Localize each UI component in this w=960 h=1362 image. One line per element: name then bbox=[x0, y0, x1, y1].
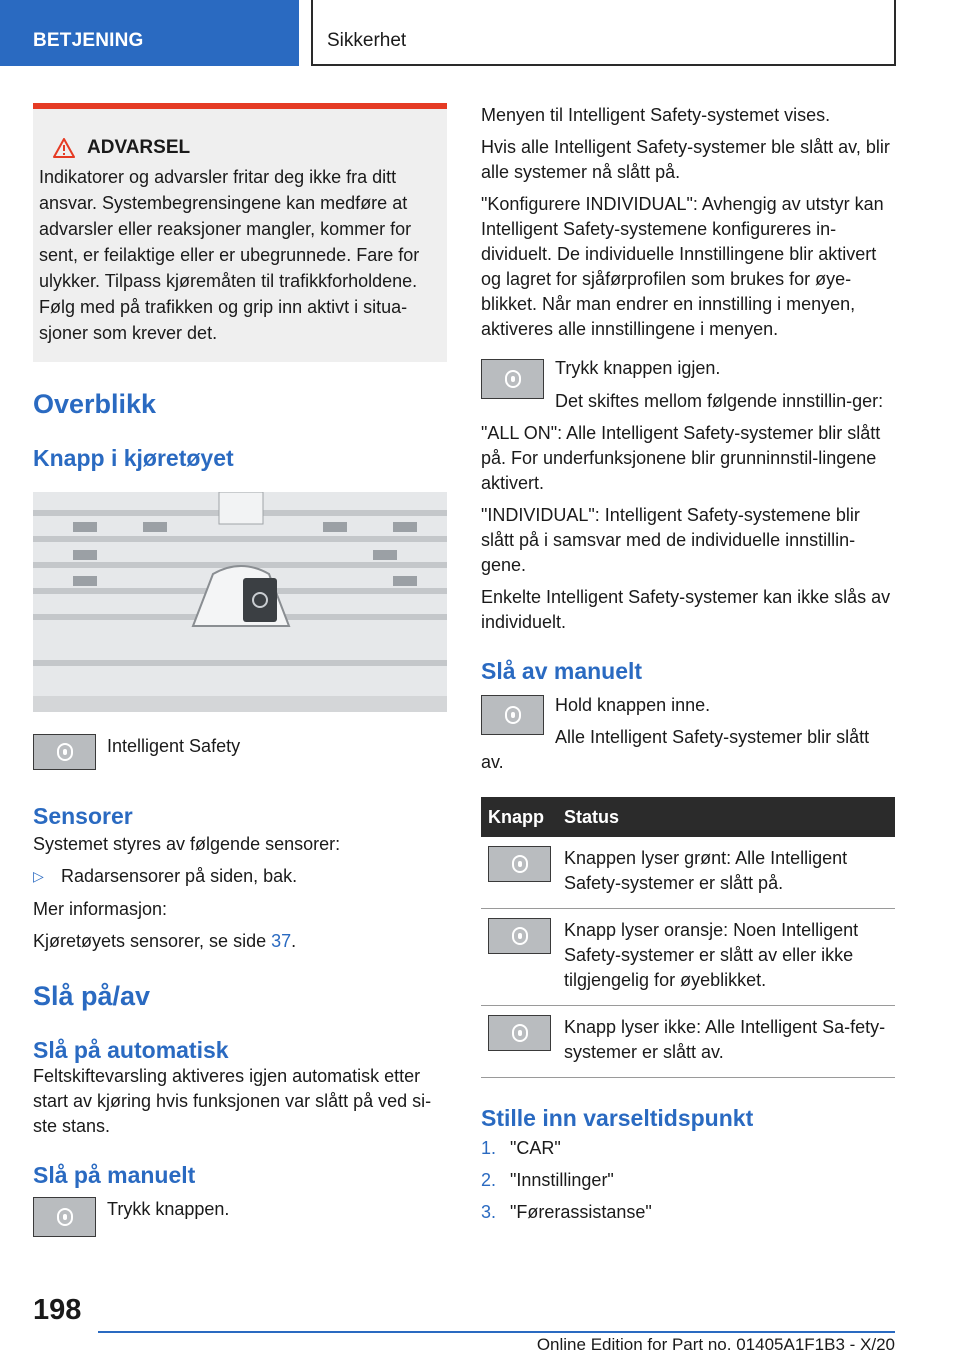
step-number: 3. bbox=[481, 1202, 497, 1222]
sensor-item-label: Radarsensorer på siden, bak. bbox=[61, 866, 298, 886]
see-page-text: Kjøretøyets sensorer, se side bbox=[33, 931, 272, 951]
onoff-heading: Slå på/av bbox=[33, 981, 151, 1011]
see-page-suffix: . bbox=[291, 931, 297, 951]
auto-text: Feltskiftevarsling aktiveres igjen automatisk etter start av kjøring hvis funksjonen var slått på ved si-ste stans. bbox=[33, 1066, 432, 1136]
status-cell: Knapp lyser ikke: Alle Intelligent Sa-fety-systemer er slått av. bbox=[557, 1006, 895, 1078]
table-icon-cell bbox=[481, 837, 557, 909]
table-icon-cell bbox=[481, 1006, 557, 1078]
step-number: 1. bbox=[481, 1138, 497, 1158]
hold-button-text: Hold knappen inne. bbox=[555, 695, 711, 715]
section-title: Sikkerhet bbox=[311, 0, 896, 66]
warning-text: Indikatorer og advarsler fritar deg ikke fra ditt ansvar. Systembegrensingene kan medføre at advarsler eller reaksjoner mangler, kommer for sent, er feilaktige eller er ubegrunnede. Fare for ulykker. Tilpass kjøremåten til trafikkforholdene. Følg med på trafikken og grip inn aktivt i situa-sjoner som krever det. bbox=[39, 167, 420, 343]
grille-illustration bbox=[33, 492, 447, 712]
sensor-list-item bbox=[33, 864, 447, 889]
column-header-status: Status bbox=[557, 797, 895, 837]
manual-on-heading: Slå på manuelt bbox=[33, 1162, 196, 1188]
chapter-tab: BETJENING bbox=[0, 0, 299, 66]
vehicle-button-heading: Knapp i kjøretøyet bbox=[33, 445, 234, 471]
some-cannot-text: Enkelte Intelligent Safety-systemer kan ikke slås av individuelt. bbox=[481, 587, 891, 632]
table-row bbox=[481, 837, 895, 909]
status-cell: Knapp lyser oransje: Noen Intelligent Safety-systemer er slått av eller ikke tilgjengelig for øyeblikket. bbox=[557, 909, 895, 1006]
press-again-block bbox=[481, 356, 895, 414]
warning-box bbox=[33, 103, 447, 362]
warning-title: ADVARSEL bbox=[87, 137, 191, 158]
intelligent-safety-button-icon bbox=[488, 846, 551, 882]
button-status-table bbox=[481, 797, 895, 1078]
right-column bbox=[481, 103, 895, 1225]
more-info-label: Mer informasjon: bbox=[33, 899, 168, 919]
warning-header bbox=[39, 135, 439, 160]
warning-triangle-icon bbox=[53, 138, 75, 158]
intelligent-safety-button-icon bbox=[481, 695, 544, 735]
intelligent-safety-button-icon bbox=[488, 1015, 551, 1051]
see-page-reference bbox=[33, 929, 447, 954]
manual-on-text: Trykk knappen. bbox=[107, 1199, 230, 1219]
table-icon-cell bbox=[481, 909, 557, 1006]
table-header-row bbox=[481, 797, 895, 837]
manual-on-row bbox=[33, 1197, 447, 1235]
all-off-text: Alle Intelligent Safety-systemer blir slått av. bbox=[481, 727, 870, 772]
manual-off-heading: Slå av manuelt bbox=[481, 658, 643, 684]
intelligent-safety-legend bbox=[33, 734, 447, 772]
warning-time-heading: Stille inn varseltidspunkt bbox=[481, 1105, 754, 1131]
sensors-heading: Sensorer bbox=[33, 803, 133, 829]
overview-heading: Overblikk bbox=[33, 389, 157, 419]
page-link[interactable]: 37 bbox=[271, 931, 292, 951]
list-item bbox=[481, 1136, 895, 1161]
intelligent-safety-button-icon bbox=[33, 1197, 96, 1237]
switch-settings-text: Det skiftes mellom følgende innstillin-ger: bbox=[555, 391, 884, 411]
configure-individual-text: "Konfigurere INDIVIDUAL": Avhengig av utstyr kan Intelligent Safety-systemene konfigureres in-dividuelt. De individuelle Innstillingene blir aktivert og lagret for sjåførprofilen som brukes for øye-blikket. Når man endrer en innstilling i menyen, aktiveres alle innstillingene i menyen. bbox=[481, 194, 884, 339]
column-header-button: Knapp bbox=[481, 797, 557, 837]
manual-off-block bbox=[481, 693, 895, 775]
sensors-intro: Systemet styres av følgende sensorer: bbox=[33, 834, 341, 854]
table-row bbox=[481, 1006, 895, 1078]
intelligent-safety-button-icon bbox=[33, 734, 96, 770]
all-on-text: "ALL ON": Alle Intelligent Safety-systemer blir slått på. For underfunksjonene blir grunninnstil-lingene aktivert. bbox=[481, 423, 881, 493]
list-item bbox=[481, 1168, 895, 1193]
button-photo bbox=[33, 492, 447, 712]
auto-heading: Slå på automatisk bbox=[33, 1037, 229, 1063]
legend-caption: Intelligent Safety bbox=[107, 736, 241, 756]
bullet-triangle-icon: ▷ bbox=[33, 868, 44, 884]
table-row bbox=[481, 909, 895, 1006]
step-number: 2. bbox=[481, 1170, 497, 1190]
individual-text: "INDIVIDUAL": Intelligent Safety-systemene blir slått på i samsvar med de individuelle innstillin-gene. bbox=[481, 505, 860, 575]
step-label: "CAR" bbox=[510, 1138, 561, 1158]
press-again-text: Trykk knappen igjen. bbox=[555, 358, 721, 378]
page-number: 198 bbox=[33, 1294, 82, 1326]
intelligent-safety-button-icon bbox=[481, 359, 544, 399]
left-column bbox=[33, 103, 447, 1235]
intelligent-safety-button-icon bbox=[488, 918, 551, 954]
all-on-again-text: Hvis alle Intelligent Safety-systemer ble slått av, blir alle systemer nå slått på. bbox=[481, 137, 890, 182]
edition-footer: Online Edition for Part no. 01405A1F1B3 - X/20 bbox=[536, 1335, 895, 1354]
status-cell: Knappen lyser grønt: Alle Intelligent Safety-systemer er slått på. bbox=[557, 837, 895, 909]
list-item bbox=[481, 1200, 895, 1225]
step-label: "Førerassistanse" bbox=[510, 1202, 652, 1222]
step-label: "Innstillinger" bbox=[510, 1170, 614, 1190]
menu-shown-text: Menyen til Intelligent Safety-systemet vises. bbox=[481, 105, 831, 125]
